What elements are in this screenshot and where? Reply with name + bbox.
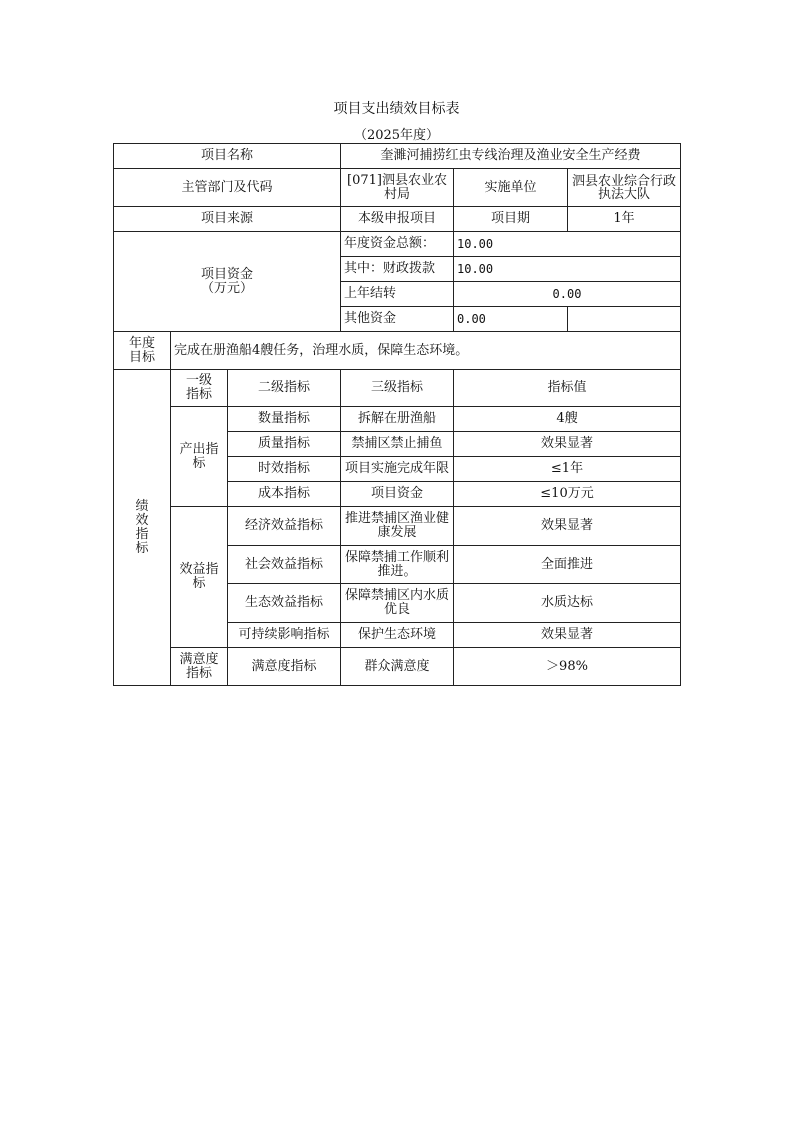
output-level2: 成本指标	[228, 482, 341, 507]
indicators-section-label: 绩 效 指 标	[114, 370, 171, 686]
source-label: 项目来源	[114, 207, 341, 232]
page-subtitle: （2025年度）	[353, 128, 440, 143]
funds-carryover-label: 上年结转	[341, 282, 454, 307]
table-row	[114, 507, 681, 546]
unit-value: 泗县农业综合行政执法大队	[568, 169, 681, 207]
dept-value: [071]泗县农业农村局	[341, 169, 454, 207]
output-level2: 时效指标	[228, 457, 341, 482]
header-level2: 二级指标	[228, 370, 341, 407]
benefit-level3: 保障禁捕工作顺利推进。	[341, 546, 454, 584]
benefit-indicator-label: 效益指 标	[171, 507, 228, 648]
period-label: 项目期	[454, 207, 568, 232]
output-level2: 质量指标	[228, 432, 341, 457]
benefit-level2: 社会效益指标	[228, 546, 341, 584]
benefit-level2: 经济效益指标	[228, 507, 341, 546]
annual-goal-text: 完成在册渔船4艘任务，治理水质，保障生态环境。	[171, 332, 681, 370]
header-value: 指标值	[454, 370, 681, 407]
row-annual-goal	[114, 332, 681, 370]
output-level3: 项目资金	[341, 482, 454, 507]
satisfaction-level2: 满意度指标	[228, 648, 341, 686]
satisfaction-level3: 群众满意度	[341, 648, 454, 686]
output-value: 效果显著	[454, 432, 681, 457]
benefit-value: 效果显著	[454, 507, 681, 546]
table-row	[114, 648, 681, 686]
row-funds-total	[114, 232, 681, 257]
benefit-value: 全面推进	[454, 546, 681, 584]
row-indicator-headers	[114, 370, 681, 407]
output-value: ≤1年	[454, 457, 681, 482]
page-title: 项目支出绩效目标表	[333, 101, 460, 117]
project-name-label: 项目名称	[114, 144, 341, 169]
funds-total-value: 10.00	[454, 232, 681, 257]
output-level2: 数量指标	[228, 407, 341, 432]
output-level3: 拆解在册渔船	[341, 407, 454, 432]
dept-label: 主管部门及代码	[114, 169, 341, 207]
benefit-value: 效果显著	[454, 623, 681, 648]
funds-other-value: 0.00	[454, 307, 568, 332]
row-department	[114, 169, 681, 207]
performance-target-table	[113, 143, 681, 686]
output-level3: 禁捕区禁止捕鱼	[341, 432, 454, 457]
row-project-name	[114, 144, 681, 169]
funds-total-label: 年度资金总额：	[341, 232, 454, 257]
satisfaction-value: ＞98%	[454, 648, 681, 686]
benefit-value: 水质达标	[454, 584, 681, 623]
funds-label: 项目资金 （万元）	[114, 232, 341, 332]
benefit-level2: 可持续影响指标	[228, 623, 341, 648]
output-indicator-label: 产出指 标	[171, 407, 228, 507]
benefit-level3: 保护生态环境	[341, 623, 454, 648]
period-value: 1年	[568, 207, 681, 232]
unit-label: 实施单位	[454, 169, 568, 207]
funds-other-blank	[568, 307, 681, 332]
funds-other-label: 其他资金	[341, 307, 454, 332]
output-level3: 项目实施完成年限	[341, 457, 454, 482]
output-value: ≤10万元	[454, 482, 681, 507]
source-value: 本级申报项目	[341, 207, 454, 232]
annual-goal-label: 年度 目标	[114, 332, 171, 370]
satisfaction-indicator-label: 满意度 指标	[171, 648, 228, 686]
funds-fiscal-label: 其中：财政拨款	[341, 257, 454, 282]
header-level3: 三级指标	[341, 370, 454, 407]
row-source	[114, 207, 681, 232]
funds-fiscal-value: 10.00	[454, 257, 681, 282]
output-value: 4艘	[454, 407, 681, 432]
benefit-level3: 推进禁捕区渔业健康发展	[341, 507, 454, 546]
project-name-value: 奎濉河捕捞红虫专线治理及渔业安全生产经费	[341, 144, 681, 169]
header-level1: 一级 指标	[171, 370, 228, 407]
table-row	[114, 407, 681, 432]
funds-carryover-value: 0.00	[454, 282, 681, 307]
benefit-level2: 生态效益指标	[228, 584, 341, 623]
benefit-level3: 保障禁捕区内水质优良	[341, 584, 454, 623]
